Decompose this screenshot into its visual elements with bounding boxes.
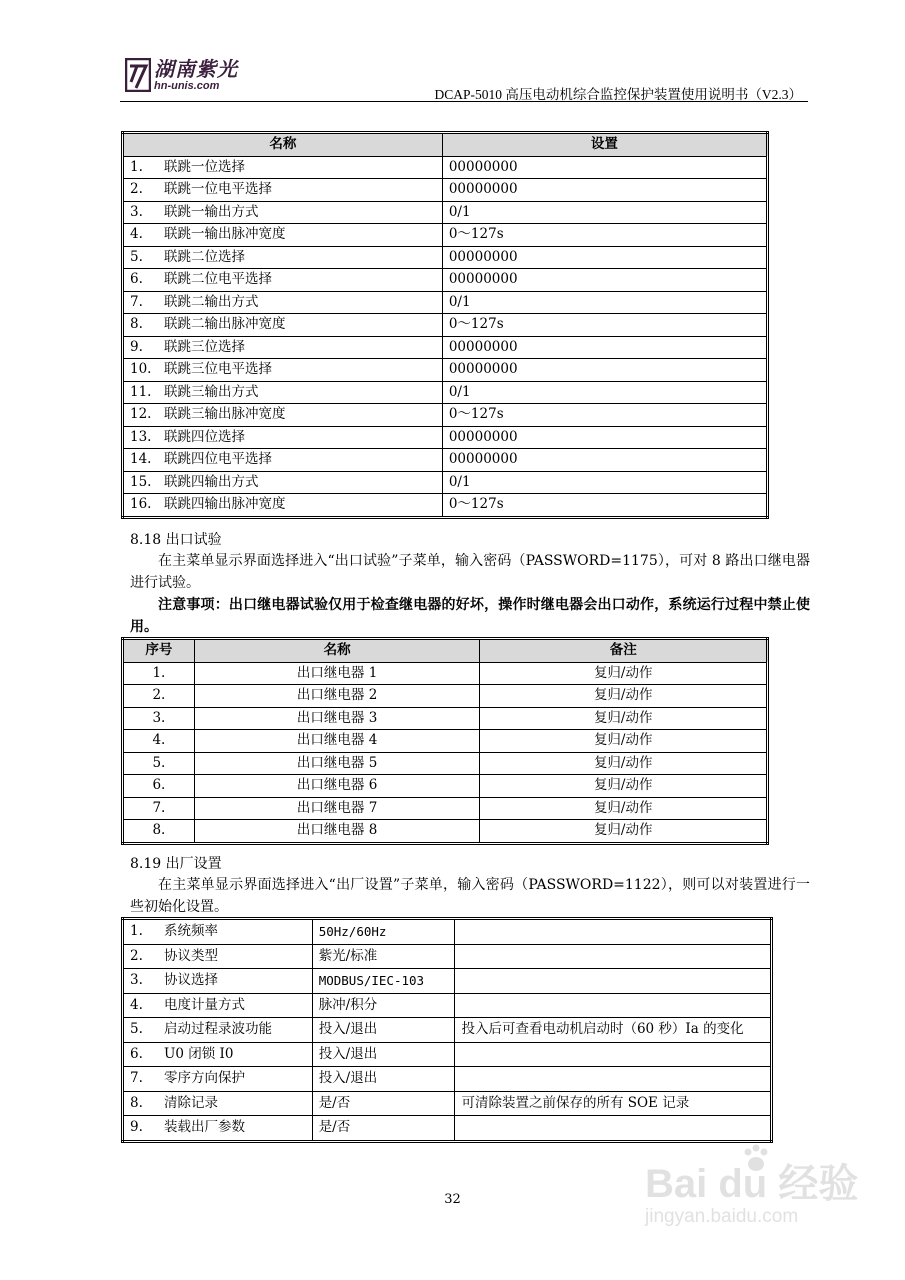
setting-value: 0/1 xyxy=(442,381,767,404)
factory-setting-value: 投入/退出 xyxy=(312,1018,455,1043)
table-row xyxy=(123,944,772,969)
row-number: 4. xyxy=(123,730,195,753)
table-row xyxy=(123,246,768,269)
table-row xyxy=(123,820,768,844)
row-number: 3. xyxy=(123,707,195,730)
row-number: 10. xyxy=(130,361,152,377)
row-number: 9. xyxy=(130,338,143,355)
setting-name-cell xyxy=(123,404,443,427)
factory-setting-name: 协议类型 xyxy=(164,947,218,964)
factory-setting-value: 投入/退出 xyxy=(312,1067,455,1092)
setting-name-cell xyxy=(123,359,443,382)
column-header-setting: 设置 xyxy=(442,133,767,157)
table-row xyxy=(123,404,768,427)
row-number: 7. xyxy=(123,797,195,820)
header-divider xyxy=(120,101,808,102)
setting-value: 0/1 xyxy=(442,471,767,494)
row-number: 6. xyxy=(130,271,143,287)
linked-trip-settings-table xyxy=(121,131,769,519)
row-number: 16. xyxy=(130,496,152,512)
setting-name-cell xyxy=(123,269,443,292)
setting-value: 0～127s xyxy=(442,404,767,427)
column-header-index: 序号 xyxy=(123,639,195,663)
factory-setting-remark: 投入后可查看电动机启动时（60 秒）Ia 的变化 xyxy=(455,1018,772,1043)
relay-name: 出口继电器 4 xyxy=(194,730,480,753)
factory-setting-value: 是/否 xyxy=(312,1091,455,1116)
row-number: 5. xyxy=(130,248,143,265)
logo-url: hn-unis.com xyxy=(154,80,220,92)
factory-setting-value: 50Hz/60Hz xyxy=(312,919,455,945)
table-row xyxy=(123,179,768,202)
setting-name-cell xyxy=(123,314,443,337)
factory-setting-name: 电度计量方式 xyxy=(164,996,245,1013)
table-row xyxy=(123,1042,772,1067)
table-row xyxy=(123,156,768,179)
factory-setting-name-cell xyxy=(123,1042,313,1067)
table-row xyxy=(123,471,768,494)
row-number: 8. xyxy=(130,1094,143,1111)
setting-value: 00000000 xyxy=(442,156,767,179)
factory-setting-remark xyxy=(455,919,772,945)
relay-name: 出口继电器 3 xyxy=(194,707,480,730)
factory-setting-value: 是/否 xyxy=(312,1116,455,1142)
relay-remark: 复归/动作 xyxy=(480,820,768,844)
setting-name: 联跳二输出脉冲宽度 xyxy=(164,316,286,332)
relay-name: 出口继电器 5 xyxy=(194,752,480,775)
row-number: 3. xyxy=(130,203,143,220)
factory-settings-table xyxy=(121,917,773,1143)
setting-value: 00000000 xyxy=(442,179,767,202)
factory-setting-remark xyxy=(455,969,772,994)
relay-name: 出口继电器 6 xyxy=(194,775,480,798)
setting-value: 0/1 xyxy=(442,201,767,224)
section-819-paragraph: 在主菜单显示界面选择进入“出厂设置”子菜单，输入密码（PASSWORD=1122），则可以对装置进行一些初始化设置。 xyxy=(130,877,810,915)
setting-name-cell xyxy=(123,224,443,247)
relay-name: 出口继电器 8 xyxy=(194,820,480,844)
setting-name-cell xyxy=(123,291,443,314)
table-row xyxy=(123,1116,772,1142)
column-header-remark: 备注 xyxy=(480,639,768,663)
table-row xyxy=(123,775,768,798)
row-number: 11. xyxy=(130,383,152,400)
setting-name: 联跳二位电平选择 xyxy=(164,271,272,287)
column-header-name: 名称 xyxy=(123,133,443,157)
factory-setting-name-cell xyxy=(123,969,313,994)
row-number: 4. xyxy=(130,226,143,242)
relay-name: 出口继电器 1 xyxy=(194,662,480,685)
relay-remark: 复归/动作 xyxy=(480,775,768,798)
setting-name: 联跳四输出脉冲宽度 xyxy=(164,496,286,512)
setting-value: 0/1 xyxy=(442,291,767,314)
table-row xyxy=(123,797,768,820)
setting-name-cell xyxy=(123,156,443,179)
table-row xyxy=(123,752,768,775)
setting-name: 联跳一位选择 xyxy=(164,158,245,175)
page-number: 32 xyxy=(444,1192,461,1207)
setting-name-cell xyxy=(123,426,443,449)
setting-value: 00000000 xyxy=(442,246,767,269)
relay-remark: 复归/动作 xyxy=(480,685,768,708)
row-number: 6. xyxy=(123,775,195,798)
row-number: 2. xyxy=(130,181,143,197)
setting-name: 联跳四位电平选择 xyxy=(164,451,272,467)
logo-company-name: 湖南紫光 xyxy=(154,57,238,81)
section-818-note: 注意事项：出口继电器试验仅用于检查继电器的好坏，操作时继电器会出口动作，系统运行过程中禁止使用。 xyxy=(130,597,810,635)
row-number: 4. xyxy=(130,996,143,1013)
section-818-paragraph: 在主菜单显示界面选择进入“出口试验”子菜单，输入密码（PASSWORD=1175），可对 8 路出口继电器进行试验。 xyxy=(130,553,810,591)
table-row xyxy=(123,494,768,518)
factory-setting-name-cell xyxy=(123,944,313,969)
factory-setting-remark: 可清除装置之前保存的所有 SOE 记录 xyxy=(455,1091,772,1116)
setting-name: 联跳三输出脉冲宽度 xyxy=(164,406,286,422)
factory-setting-name: 装载出厂参数 xyxy=(164,1119,245,1135)
setting-name: 联跳一输出方式 xyxy=(164,203,259,220)
table-row xyxy=(123,730,768,753)
relay-remark: 复归/动作 xyxy=(480,752,768,775)
factory-setting-name: 启动过程录波功能 xyxy=(164,1021,272,1037)
factory-setting-name: 零序方向保护 xyxy=(164,1070,245,1086)
relay-remark: 复归/动作 xyxy=(480,662,768,685)
logo-mark-icon xyxy=(125,58,151,92)
row-number: 13. xyxy=(130,428,152,445)
relay-remark: 复归/动作 xyxy=(480,707,768,730)
setting-value: 00000000 xyxy=(442,426,767,449)
table-header-row xyxy=(123,639,768,663)
row-number: 6. xyxy=(130,1045,143,1062)
row-number: 12. xyxy=(130,406,152,422)
baidu-watermark xyxy=(645,1150,859,1240)
factory-setting-name-cell xyxy=(123,1091,313,1116)
setting-name-cell xyxy=(123,201,443,224)
factory-setting-name-cell xyxy=(123,1018,313,1043)
row-number: 2. xyxy=(123,685,195,708)
table-row xyxy=(123,685,768,708)
row-number: 5. xyxy=(130,1021,143,1037)
table-row xyxy=(123,919,772,945)
relay-remark: 复归/动作 xyxy=(480,730,768,753)
setting-name-cell xyxy=(123,471,443,494)
setting-name: 联跳二输出方式 xyxy=(164,293,259,310)
table-row xyxy=(123,993,772,1018)
table-header-row xyxy=(123,133,768,157)
factory-setting-value: 脉冲/积分 xyxy=(312,993,455,1018)
row-number: 15. xyxy=(130,473,152,490)
table-row xyxy=(123,336,768,359)
setting-name: 联跳二位选择 xyxy=(164,248,245,265)
factory-setting-name: 系统频率 xyxy=(164,923,218,939)
output-relay-test-table xyxy=(121,637,769,845)
table-row xyxy=(123,426,768,449)
factory-setting-value: MODBUS/IEC-103 xyxy=(312,969,455,994)
factory-setting-name: U0 闭锁 I0 xyxy=(164,1045,234,1062)
table-row xyxy=(123,662,768,685)
table-row xyxy=(123,201,768,224)
section-title-818: 8.18 出口试验 xyxy=(130,532,222,548)
setting-name: 联跳四位选择 xyxy=(164,428,245,445)
row-number: 2. xyxy=(130,947,143,964)
relay-name: 出口继电器 2 xyxy=(194,685,480,708)
column-header-name: 名称 xyxy=(194,639,480,663)
row-number: 1. xyxy=(130,923,143,939)
table-row xyxy=(123,314,768,337)
table-row xyxy=(123,1091,772,1116)
row-number: 9. xyxy=(130,1119,143,1135)
watermark-url: jingyan.baidu.com xyxy=(645,1206,799,1227)
relay-name: 出口继电器 7 xyxy=(194,797,480,820)
setting-name-cell xyxy=(123,246,443,269)
table-row xyxy=(123,291,768,314)
table-row xyxy=(123,269,768,292)
table-row xyxy=(123,381,768,404)
section-title-819: 8.19 出厂设置 xyxy=(130,856,222,872)
setting-value: 0～127s xyxy=(442,314,767,337)
table-row xyxy=(123,359,768,382)
table-row xyxy=(123,1018,772,1043)
setting-name: 联跳一位电平选择 xyxy=(164,181,272,197)
table-row xyxy=(123,449,768,472)
row-number: 3. xyxy=(130,972,143,988)
document-title: DCAP-5010 高压电动机综合监控保护装置使用说明书（V2.3） xyxy=(434,87,802,102)
company-logo xyxy=(125,58,238,92)
setting-value: 00000000 xyxy=(442,269,767,292)
setting-name-cell xyxy=(123,449,443,472)
setting-value: 0～127s xyxy=(442,494,767,518)
setting-value: 0～127s xyxy=(442,224,767,247)
table-row xyxy=(123,707,768,730)
factory-setting-remark xyxy=(455,993,772,1018)
factory-setting-name-cell xyxy=(123,1116,313,1142)
setting-value: 00000000 xyxy=(442,336,767,359)
factory-setting-name-cell xyxy=(123,1067,313,1092)
setting-value: 00000000 xyxy=(442,359,767,382)
setting-name: 联跳四输出方式 xyxy=(164,473,259,490)
row-number: 1. xyxy=(130,158,143,175)
setting-name: 联跳三位选择 xyxy=(164,338,245,355)
factory-setting-remark xyxy=(455,1116,772,1142)
factory-setting-remark xyxy=(455,944,772,969)
factory-setting-value: 投入/退出 xyxy=(312,1042,455,1067)
setting-name: 联跳一输出脉冲宽度 xyxy=(164,226,286,242)
table-row xyxy=(123,224,768,247)
relay-remark: 复归/动作 xyxy=(480,797,768,820)
setting-name-cell xyxy=(123,336,443,359)
page-header xyxy=(120,52,808,104)
setting-name: 联跳三位电平选择 xyxy=(164,361,272,377)
factory-setting-name: 清除记录 xyxy=(164,1094,218,1111)
row-number: 7. xyxy=(130,1070,143,1086)
factory-setting-value: 紫光/标准 xyxy=(312,944,455,969)
factory-setting-name: 协议选择 xyxy=(164,972,218,988)
table-row xyxy=(123,1067,772,1092)
setting-name-cell xyxy=(123,179,443,202)
setting-name: 联跳三输出方式 xyxy=(164,383,259,400)
row-number: 14. xyxy=(130,451,152,467)
row-number: 8. xyxy=(123,820,195,844)
row-number: 7. xyxy=(130,293,143,310)
factory-setting-remark xyxy=(455,1042,772,1067)
factory-setting-name-cell xyxy=(123,993,313,1018)
table-row xyxy=(123,969,772,994)
watermark-text: Bai du 经验 xyxy=(645,1162,859,1206)
factory-setting-remark xyxy=(455,1067,772,1092)
row-number: 1. xyxy=(123,662,195,685)
row-number: 5. xyxy=(123,752,195,775)
setting-name-cell xyxy=(123,381,443,404)
factory-setting-name-cell xyxy=(123,919,313,945)
setting-name-cell xyxy=(123,494,443,518)
setting-value: 00000000 xyxy=(442,449,767,472)
row-number: 8. xyxy=(130,316,143,332)
